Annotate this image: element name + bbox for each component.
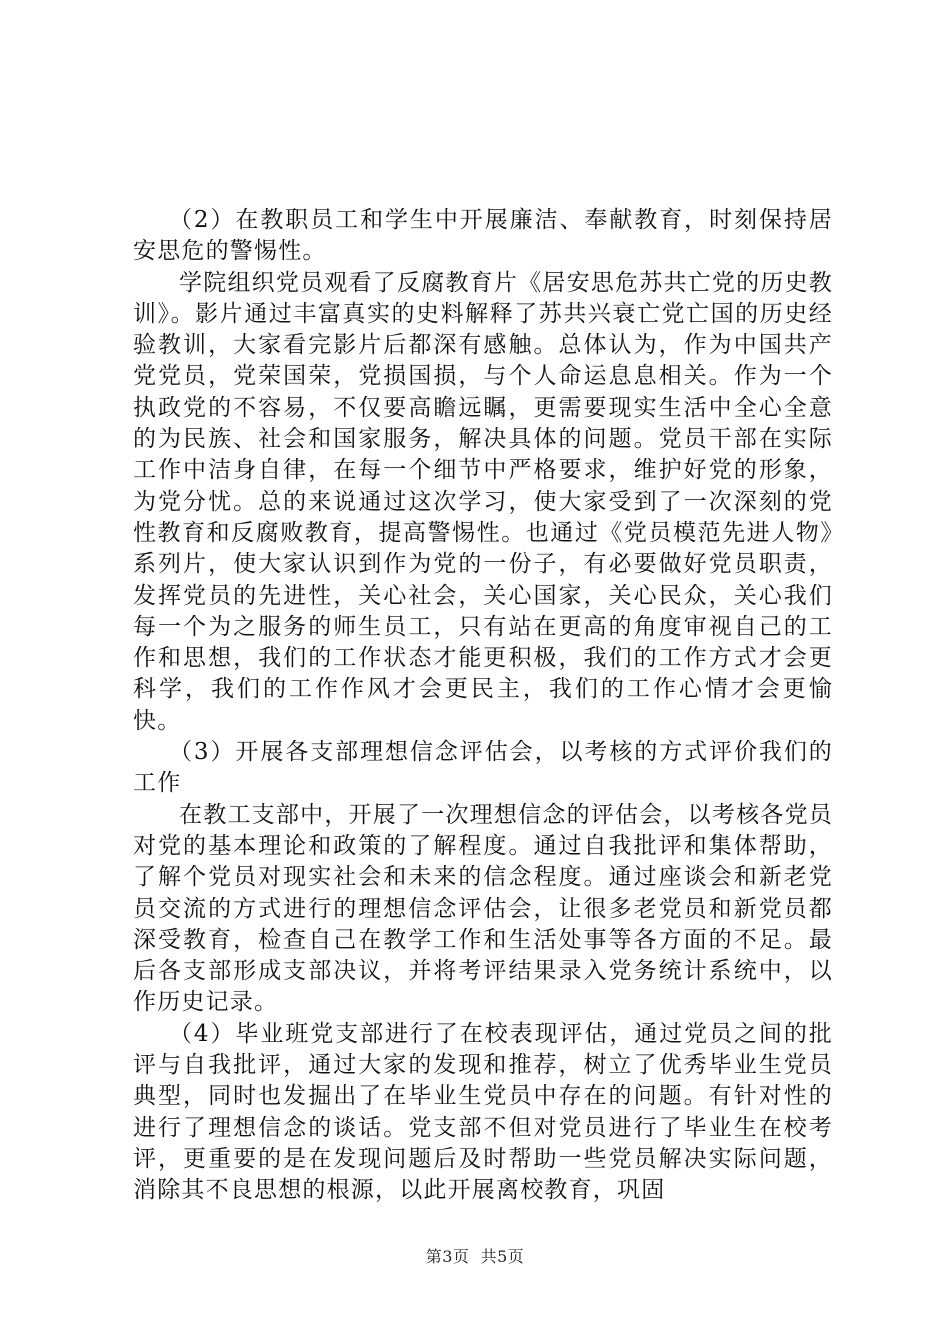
paragraph-assessment: 在教工支部中，开展了一次理想信念的评估会，以考核各党员对党的基本理论和政策的了解程度。通过自我批评和集体帮助，了解个党员对现实社会和未来的信念程度。通过座谈会和新老党员交流的方式进行的理想信念评估会，让很多老党员和新党员都深受教育，检查自己在教学工作和生活处事等各方面的不足。最后各支部形成支部决议，并将考评结果录入党务统计系统中，以作历史记录。: [133, 801, 833, 1016]
paragraph-item-2: （2）在教职员工和学生中开展廉洁、奉献教育，时刻保持居安思危的警惕性。: [133, 207, 833, 265]
document-body: [133, 205, 833, 1207]
page-number: 第3页 共5页: [425, 1247, 525, 1266]
page-footer: [0, 1244, 950, 1267]
paragraph-item-4: （4）毕业班党支部进行了在校表现评估，通过党员之间的批评与自我批评，通过大家的发现和推荐，树立了优秀毕业生党员典型，同时也发掘出了在毕业生党员中存在的问题。有针对性的进行了理想信念的谈话。党支部不但对党员进行了毕业生在校考评，更重要的是在发现问题后及时帮助一些党员解决实际问题，消除其不良思想的根源，以此开展离校教育，巩固: [133, 1020, 833, 1204]
paragraph-item-3: （3）开展各支部理想信念评估会，以考核的方式评价我们的工作: [133, 739, 833, 797]
paragraph-film-study: 学院组织党员观看了反腐教育片《居安思危苏共亡党的历史教训》。影片通过丰富真实的史料解释了苏共兴衰亡党亡国的历史经验教训，大家看完影片后都深有感触。总体认为，作为中国共产党党员，党荣国荣，党损国损，与个人命运息息相关。作为一个执政党的不容易，不仅要高瞻远瞩，更需要现实生活中全心全意的为民族、社会和国家服务，解决具体的问题。党员干部在实际工作中洁身自律，在每一个细节中严格要求，维护好党的形象，为党分忧。总的来说通过这次学习，使大家受到了一次深刻的党性教育和反腐败教育，提高警惕性。也通过《党员模范先进人物》系列片，使大家认识到作为党的一份子，有必要做好党员职责，发挥党员的先进性，关心社会，关心国家，关心民众，关心我们每一个为之服务的师生员工，只有站在更高的角度审视自己的工作和思想，我们的工作状态才能更积极，我们的工作方式才会更科学，我们的工作作风才会更民主，我们的工作心情才会更愉快。: [133, 269, 833, 734]
